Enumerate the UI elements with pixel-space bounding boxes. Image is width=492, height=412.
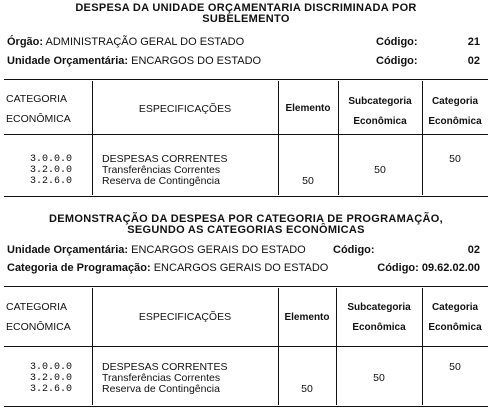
unidade-label: Unidade Orçamentária:	[7, 55, 129, 67]
section2-col-subcategoria-header	[336, 301, 422, 334]
unidade-value: ENCARGOS GERAIS DO ESTADO	[131, 244, 306, 256]
section2-title-line2: SEGUNDO AS CATEGORIAS ECONÔMICAS	[127, 224, 365, 236]
section1-table-header-rule	[4, 134, 488, 135]
section2-col-elemento-header: Elemento	[284, 312, 330, 323]
section1-title-line2: SUBELEMENTO	[202, 13, 290, 25]
orgao-label: Órgão:	[7, 36, 44, 48]
spec-reserva-contingencia: Reserva de Contingência	[102, 383, 220, 395]
unidade-codigo-value: 02	[467, 55, 480, 67]
categoria-codigo-label: Código:	[377, 262, 419, 274]
orgao-value: ADMINISTRAÇÃO GERAL DO ESTADO	[45, 36, 245, 48]
header-line: ECONÔMICA	[6, 113, 71, 125]
header-line: Econômica	[352, 322, 406, 333]
section1-subcategoria-value: 50	[374, 164, 386, 176]
section2-col-especificacoes-header: ESPECIFICAÇÕES	[138, 311, 232, 323]
unidade-codigo-value: 02	[467, 244, 480, 256]
section1-col-divider-1	[92, 81, 93, 195]
orgao-codigo-label: Código:	[376, 36, 418, 48]
header-line: Econômica	[353, 116, 407, 127]
section2-specs	[102, 362, 227, 395]
section2-col-categoria-header	[6, 301, 71, 334]
section1-specs	[102, 154, 227, 187]
section1-orgao-row	[7, 36, 480, 49]
section2-categoria-row	[7, 262, 480, 275]
section1-table-top-rule	[4, 79, 488, 80]
header-line: CATEGORIA	[6, 301, 68, 313]
header-line: Econômica	[428, 322, 482, 333]
section2-title-line1: DEMONSTRAÇÃO DA DESPESA POR CATEGORIA DE PROGRAMAÇÃO,	[49, 213, 443, 225]
section2-table-header-rule	[4, 346, 488, 347]
section1-col-categoria-econ-header	[422, 95, 488, 128]
spec-despesas-correntes: DESPESAS CORRENTES	[102, 361, 228, 373]
section1-col-elemento-header: Elemento	[285, 103, 331, 114]
code-3000: 3.0.0.0	[30, 154, 73, 165]
section1-categoria-value: 50	[449, 153, 461, 165]
unidade-codigo-label: Código:	[376, 55, 418, 67]
spec-transferencias-correntes: Transferências Correntes	[102, 372, 221, 384]
section2-codes	[30, 362, 72, 395]
section2-categoria-value: 50	[449, 361, 461, 373]
unidade-codigo-label: Código:	[333, 244, 375, 256]
unidade-value: ENCARGOS DO ESTADO	[131, 55, 262, 67]
spec-transferencias-correntes: Transferências Correntes	[102, 164, 221, 176]
orgao-codigo-value: 21	[467, 36, 480, 48]
section1-col-categoria-header	[6, 93, 71, 126]
section1-title-line1: DESPESA DA UNIDADE ORÇAMENTARIA DISCRIMINADA POR	[75, 2, 417, 14]
spec-despesas-correntes: DESPESAS CORRENTES	[102, 153, 228, 165]
header-line: Subcategoria	[348, 96, 412, 107]
code-3260: 3.2.6.0	[30, 176, 73, 187]
section2-subcategoria-value: 50	[373, 372, 385, 384]
section2-table-top-rule	[4, 286, 488, 287]
code-3000: 3.0.0.0	[30, 362, 73, 373]
categoria-codigo	[377, 262, 480, 275]
header-line: Categoria	[431, 96, 479, 107]
header-line: Econômica	[428, 116, 482, 127]
unidade-label: Unidade Orçamentária:	[7, 244, 129, 256]
categoria-programacao-value: ENCARGOS GERAIS DO ESTADO	[153, 262, 329, 274]
code-3260: 3.2.6.0	[30, 384, 73, 395]
section2-col-divider-1	[92, 288, 93, 405]
section1-col-subcategoria-header	[338, 95, 422, 128]
header-line: Subcategoria	[347, 302, 411, 313]
code-3200: 3.2.0.0	[30, 165, 73, 176]
section1-table-bottom-rule	[4, 196, 488, 197]
section2-unidade-row	[7, 244, 480, 257]
spec-reserva-contingencia: Reserva de Contingência	[102, 175, 220, 187]
header-line: Categoria	[431, 302, 479, 313]
code-3200: 3.2.0.0	[30, 373, 73, 384]
header-line: ECONÔMICA	[6, 321, 71, 333]
categoria-codigo-value: 09.62.02.00	[421, 262, 480, 274]
section1-unidade-row	[7, 55, 480, 68]
section2-table-bottom-rule	[4, 406, 488, 407]
section1-col-especificacoes-header: ESPECIFICAÇÕES	[138, 103, 232, 115]
categoria-programacao-label: Categoria de Programação:	[7, 262, 151, 274]
section1-elemento-value: 50	[302, 175, 314, 187]
section2-col-categoria-econ-header	[422, 301, 488, 334]
section1-codes	[30, 154, 72, 187]
section2-elemento-value: 50	[301, 383, 313, 395]
header-line: CATEGORIA	[6, 93, 68, 105]
